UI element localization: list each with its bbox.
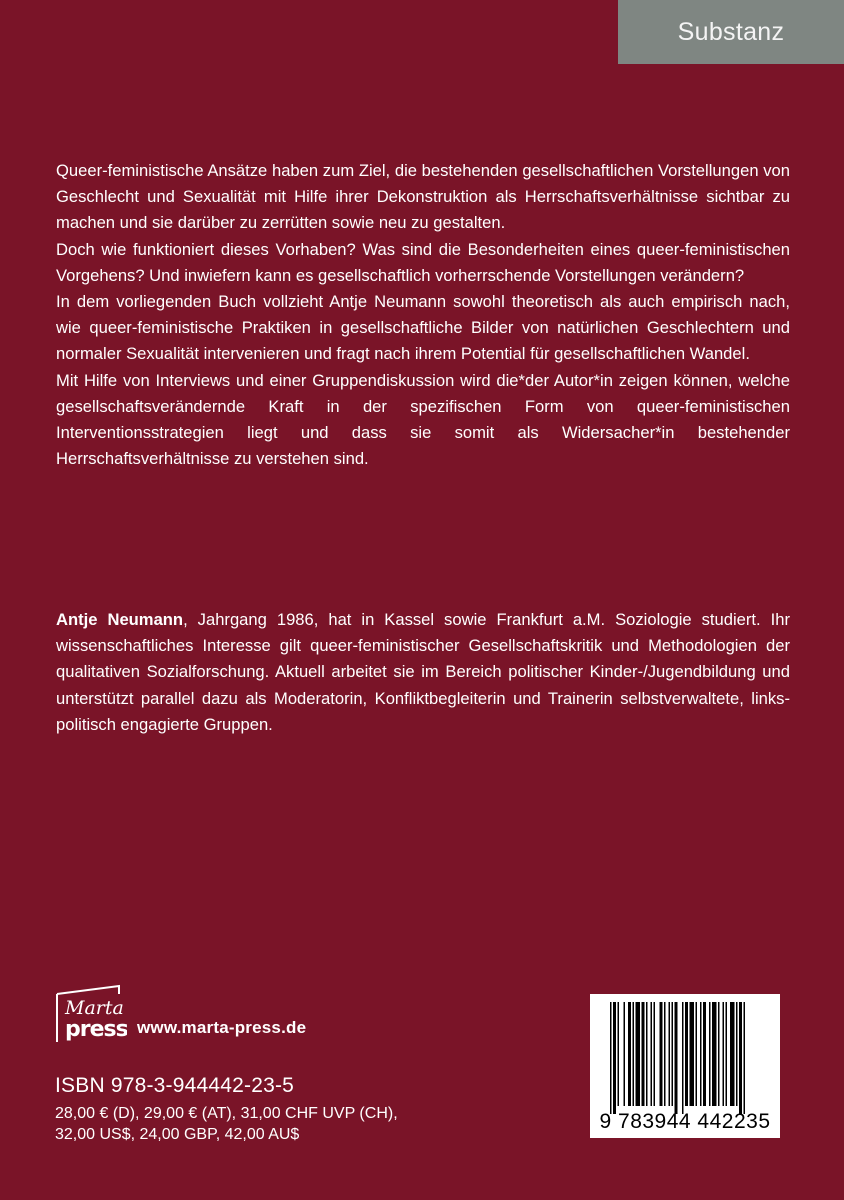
blurb-paragraph-4: Mit Hilfe von Interviews und einer Gruppendiskussion wird die*der Autor*in zeigen können, welche gesellschaftsverändernde Kraft in der spezifischen Form von queer-feministischen Interventionsstrategien liegt und dass sie somit als Widersacher*in bestehender Herrschaftsverhältnisse zu verstehen sind. [56,370,790,469]
isbn: ISBN 978-3-944442-23-5 [55,1074,295,1097]
publisher-logo-icon [55,980,127,1042]
barcode-bar [613,1002,616,1114]
barcode-bar [646,1002,648,1106]
barcode-bar [723,1002,725,1106]
logo-press-text: press [65,1017,127,1042]
barcode-bar [636,1002,641,1106]
barcode-bar [682,1002,684,1114]
barcode-bar [712,1002,717,1106]
barcode-bar [675,1002,678,1114]
barcode-bar [709,1002,711,1106]
blurb-paragraph-3: In dem vorliegenden Buch vollzieht Antje Neumann sowohl theoretisch als auch empirisch nach, wie queer-feministische Praktiken in gesellschaftliche Bilder von natürlichen Geschlechtern und normaler Sexualität intervenieren und fragt nach ihrem Potential für gesellschaftlichen Wandel. [56,292,790,364]
blurb-paragraph-1: Queer-feministische Ansätze haben zum Ziel, die bestehenden gesellschaftlichen Vorstellungen von Geschlecht und Sexualität mit Hilfe ihrer Dekonstruktion als Herrschaftsverhältnisse sichtbar zu machen und sie darüber zu zerrütten sowie neu zu gestalten. [56,161,790,233]
barcode-bar [736,1002,738,1106]
publisher-website[interactable]: www.marta-press.de [137,1018,307,1037]
author-bio-paragraph [56,607,790,738]
barcode-digits: 9 783944 442235 [599,1110,771,1133]
barcode-bar [696,1002,698,1106]
barcode-bar [690,1002,695,1106]
author-bio [56,607,790,738]
price-line-1: 28,00 € (D), 29,00 € (AT), 31,00 CHF UVP (CH), [55,1105,398,1122]
barcode-bar [628,1002,631,1106]
author-bio-text: , Jahrgang 1986, hat in Kassel sowie Frankfurt a.M. Soziologie studiert. Ihr wissenschaftliches Interesse gilt queer-feministischer Gesellschaftskritik und Methodologien der qualitativen Sozialforschung. Aktuell arbeitet sie im Bereich politischer Kinder-/Jugendbildung und unterstützt parallel dazu als Moderatorin, Konfliktbegleiterin und Trainerin selbstverwaltete, links-politisch engagierte Gruppen. [56,610,790,734]
barcode-bar [610,1002,612,1114]
series-tag: Substanz [618,0,844,64]
barcode-bar [739,1002,742,1114]
prices [55,1103,398,1145]
barcode-bar [651,1002,653,1106]
barcode-bar [718,1002,720,1106]
barcode-bar [642,1002,645,1106]
barcode-bar [700,1002,702,1106]
barcode-bar [660,1002,663,1106]
barcode-bar [669,1002,671,1106]
barcode-bar [664,1002,666,1106]
logo-marta-text: Marta [65,997,124,1019]
barcode-bar [685,1002,688,1106]
publisher-logo [55,980,127,1042]
author-name: Antje Neumann [56,610,184,629]
book-blurb [56,158,790,472]
barcode [590,994,780,1138]
blurb-paragraph-2: Doch wie funktioniert dieses Vorhaben? Was sind die Besonderheiten eines queer-feministischen Vorgehens? Und inwiefern kann es gesellschaftlich vorherrschende Vorstellungen verändern? [56,239,790,285]
barcode-bar [618,1002,620,1106]
barcode-bar [672,1002,674,1106]
barcode-bar [654,1002,656,1106]
barcode-bar [730,1002,735,1106]
price-line-2: 32,00 US$, 24,00 GBP, 42,00 AU$ [55,1126,300,1143]
barcode-bar [726,1002,728,1106]
barcode-bar [744,1002,746,1114]
barcode-bar [703,1002,706,1106]
barcode-bar [633,1002,635,1106]
barcode-bar [624,1002,626,1106]
